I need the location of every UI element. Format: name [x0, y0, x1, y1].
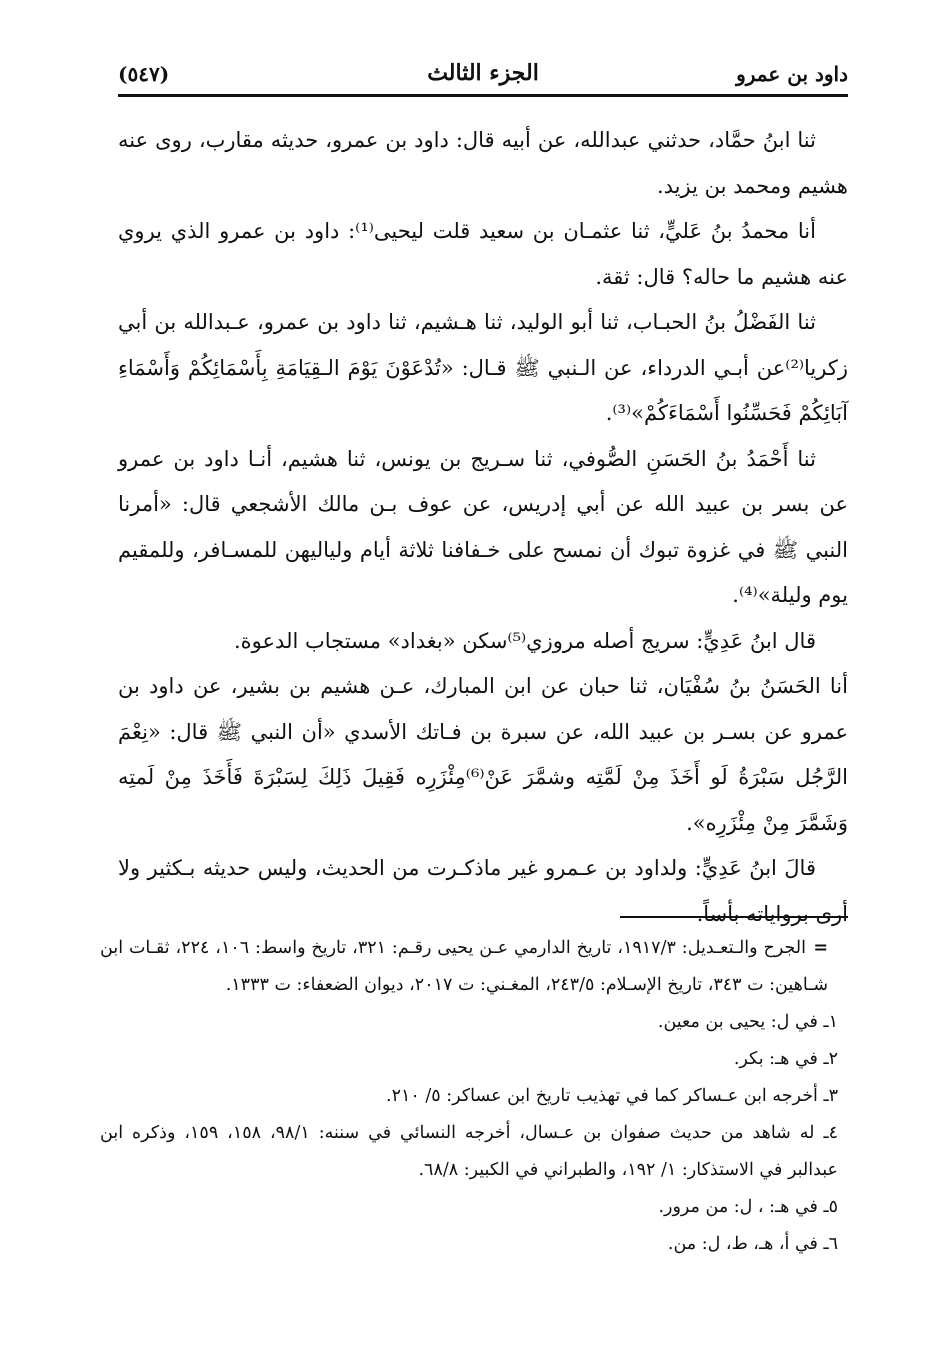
paragraph: ثنا ابنُ حمَّاد، حدثني عبدالله، عن أبيه قال: داود بن عمرو، حديثه مقارب، روى عنه هشيم ومحمد بن يزيد. — [118, 128, 848, 198]
paragraph: أنا محمدُ بنُ عَليٍّ، ثنا عثمـان بن سعيد قلت ليحيى⁽¹⁾: داود بن عمرو الذي يروي عنه هشيم ما حاله؟ قال: ثقة. — [118, 219, 848, 289]
page-number: (٥٤٧) — [118, 62, 170, 86]
footnote-continuation — [100, 930, 848, 1004]
running-title: داود بن عمرو — [736, 62, 848, 86]
paragraph: ثنا الفَضْلُ بنُ الحبـاب، ثنا أبو الوليد، ثنا هـشيم، ثنا داود بن عمرو، عـبدالله بن أبي زكريا⁽²⁾عن أبـي الدرداء، عن الـنبي ﷺ قـال: «تُدْعَوْنَ يَوْمَ الـقِيَامَةِ بِأَسْمَائِكُمْ وَأَسْمَاءِ آبَائِكُمْ فَحَسِّنُوا أَسْمَاءَكُمْ»⁽³⁾. — [118, 310, 848, 425]
volume-title: الجزء الثالث — [427, 60, 539, 86]
header-divider — [118, 94, 848, 97]
continuation-mark: = — [813, 938, 828, 958]
footnote-item: ١ـ في ل: يحيى بن معين. — [657, 1012, 838, 1032]
paragraph: أنا الحَسَنُ بنُ سُفْيَان، ثنا حبان عن ابن المبارك، عـن هشيم بن بشير، عن داود بن عمرو عن بسـر بن عبيد الله، عن سبرة بن فـاتك الأسدي «أن النبي ﷺ قال: «نِعْمَ الرَّجُل سَبْرَةُ لَو أَخَذَ مِنْ لَمَّتِه وشمَّرَ عَنْ⁽⁶⁾مِئْزَرِه فَقِيلَ ذَلِكَ لِسَبْرَةَ فَأَخَذَ مِنْ لَمتِه وَشَمَّرَ مِنْ مِئْزَرِه». — [118, 674, 848, 835]
footnote-item: ٥ـ في هـ: ، ل: من مرور. — [658, 1197, 838, 1217]
footnote-item: ٦ـ في أ، هـ، ط، ل: من. — [667, 1234, 838, 1254]
main-text — [118, 118, 848, 937]
footnote-divider — [620, 916, 848, 918]
paragraph: قالَ ابنُ عَدِيٍّ: ولداود بن عـمرو غير ماذكـرت من الحديث، وليس حديثه بـكثير ولا أرى برواياته بأساً. — [118, 856, 848, 926]
footnote-item: ٤ـ له شاهد من حديث صفوان بن عـسال، أخرجه النسائي في سننه: ٩٨/١، ١٥٨، ١٥٩، وذكره ابن عبدالبر في الاستذكار: ١/ ١٩٢، والطبراني في الكبير: ٦٨/٨. — [100, 1123, 838, 1180]
footnotes — [100, 930, 848, 1263]
footnote-item: ٣ـ أخرجه ابن عـساكر كما في تهذيب تاريخ ابن عساكر: ٥/ ٢١٠. — [386, 1086, 838, 1106]
footnote-item: ٢ـ في هـ: بكر. — [733, 1049, 838, 1069]
footnote-continuation-text: الجرح والـتعـديل: ١٩١٧/٣، تاريخ الدارمي عـن يحيى رقـم: ٣٢١، تاريخ واسط: ١٠٦، ٢٢٤، ثقـات ابن شـاهين: ت ٣٤٣، تاريخ الإسـلام: ٢٤٣/٥، المغـني: ت ٢٠١٧، ديوان الضعفاء: ت ١٣٣٣. — [100, 938, 828, 995]
paragraph: ثنا أَحْمَدُ بنُ الحَسَنِ الصُّوفي، ثنا سـريج بن يونس، ثنا هشيم، أنـا داود بن عمرو عن بسر بن عبيد الله عن أبي إدريس، عن عوف بـن مالك الأشجعي قال: «أمرنا النبي ﷺ في غزوة تبوك أن نمسح على خـفافنا ثلاثة أيام ولياليهن للمسـافر، وللمقيم يوم وليلة»⁽⁴⁾. — [118, 446, 849, 607]
page-header — [118, 56, 848, 86]
paragraph: قال ابنُ عَدِيٍّ: سريج أصله مروزي⁽⁵⁾سكن «بغداد» مستجاب الدعوة. — [233, 628, 816, 653]
